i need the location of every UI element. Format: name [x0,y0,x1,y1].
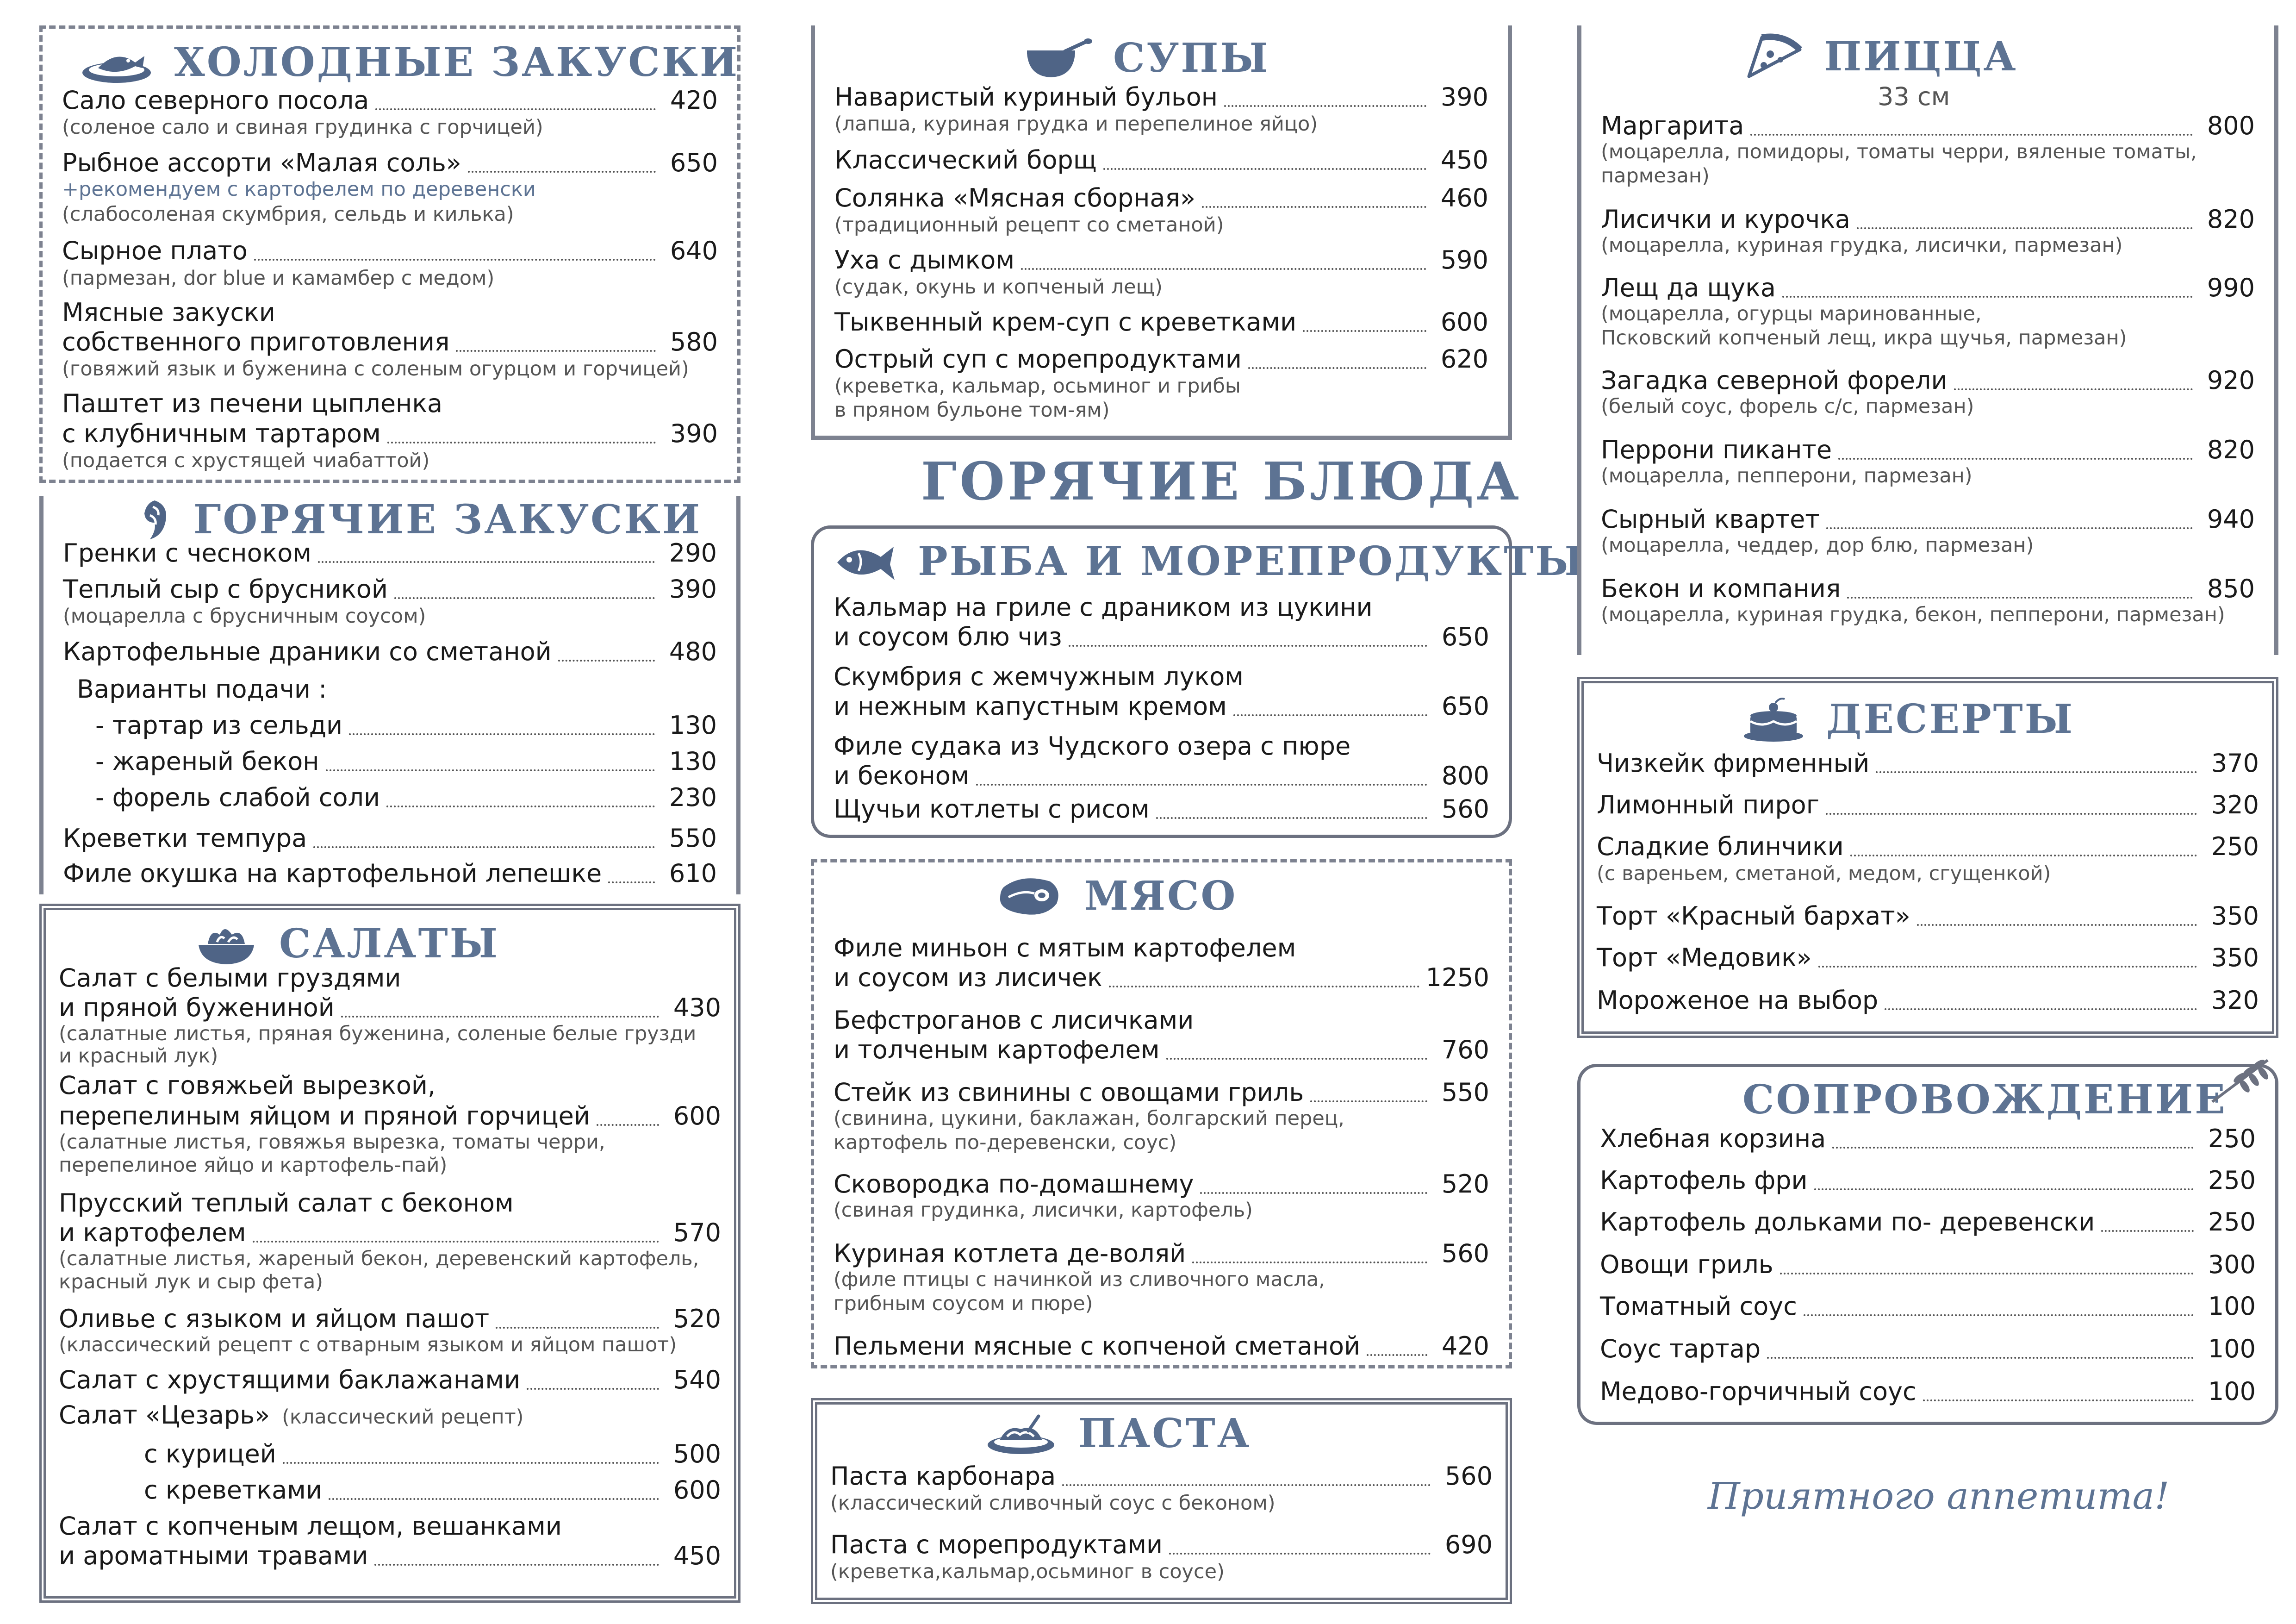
shrimp-icon [136,497,173,543]
menu-item: с креветками 600 [144,1475,721,1505]
section-title: ПАСТА [1078,1410,1251,1457]
menu-item: и соусом из лисичек 1250 [834,963,1489,992]
menu-item: Оливье с языком и яйцом пашот 520 [59,1304,721,1333]
menu-item: Паста карбонара 560 [830,1462,1493,1491]
item-description: пармезан) [1601,164,1710,187]
menu-item: Торт «Красный бархат» 350 [1597,901,2259,931]
pasta-plate-icon [984,1411,1058,1457]
item-description: (подается с хрустящей чиабаттой) [62,449,430,472]
menu-item: Лимонный пирог 320 [1597,790,2259,819]
item-description: и красный лук) [59,1044,218,1068]
menu-item: и пряной бужениной 430 [59,993,721,1022]
section-title: СОПРОВОЖДЕНИЕ [1742,1076,2227,1123]
menu-item: Теплый сыр с брусникой 390 [63,575,717,604]
section-title: ПИЦЦА [1824,33,2018,80]
item-recommendation: +рекомендуем с картофелем по деревенски [62,178,536,201]
section-salads [39,904,740,1603]
menu-item: и картофелем 570 [59,1218,721,1247]
menu-item: Сырный квартет 940 [1601,505,2255,534]
menu-item: Тыквенный крем-суп с креветками 600 [834,307,1488,337]
menu-item: собственного приготовления 580 [62,327,718,356]
menu-item-line1: Салат с говяжьей вырезкой, [59,1071,436,1100]
menu-item: Сладкие блинчики 250 [1597,832,2259,861]
menu-item-line1: Прусский теплый салат с беконом [59,1188,514,1218]
item-description: (моцарелла, помидоры, томаты черри, вяленые томаты, [1601,140,2197,163]
item-description: (моцарелла, куриная грудка, бекон, пепперони, пармезан) [1601,603,2225,626]
item-description: (свиная грудинка, лисички, картофель) [834,1199,1253,1222]
section-header [1023,35,1270,81]
menu-item: Перрони пиканте 820 [1601,435,2255,464]
section-header [80,39,739,86]
menu-item: Салат с хрустящими баклажанами 540 [59,1365,721,1394]
menu-item: Уха с дымком 590 [834,245,1488,275]
item-description: в пряном бульоне том-ям) [834,399,1110,422]
menu-item: Лещ да щука 990 [1601,273,2255,302]
menu-item: Картофель дольками по- деревенски 250 [1600,1207,2256,1237]
menu-item-line1: Филе миньон с мятым картофелем [834,933,1296,962]
section-header [995,873,1237,919]
menu-item: Загадка северной форели 920 [1601,366,2255,395]
section-title: СУПЫ [1113,35,1270,81]
item-description: (филе птицы с начинкой из сливочного масла, [834,1268,1325,1291]
menu-item: Наваристый куриный бульон 390 [834,82,1488,112]
menu-item: Чизкейк фирменный 370 [1597,749,2259,778]
menu-item: Томатный соус 100 [1600,1292,2256,1321]
menu-item: Щучьи котлеты с рисом 560 [834,794,1489,824]
item-description: (белый соус, форель с/с, пармезан) [1601,395,1974,418]
menu-item: и нежным капустным кремом 650 [834,692,1489,721]
item-description: (салатные листья, пряная буженина, соленые белые грузди [59,1022,697,1045]
section-hot-snacks [39,496,740,894]
pizza-size: 33 см [1878,82,1950,111]
item-description: (свинина, цукини, баклажан, болгарский перец, [834,1107,1344,1130]
menu-item: Мороженое на выбор 320 [1597,986,2259,1015]
menu-item: Стейк из свинины с овощами гриль 550 [834,1078,1489,1107]
salad-bowl-icon [194,921,259,967]
item-description: (традиционный рецепт со сметаной) [834,213,1224,237]
section-pasta [811,1398,1512,1604]
item-description: (классический сливочный соус с беконом) [830,1492,1276,1515]
section-title: МЯСО [1084,873,1238,919]
item-description: (салатные листья, жареный бекон, деревенский картофель, [59,1247,699,1270]
section-title: ГОРЯЧИЕ ЗАКУСКИ [193,496,702,543]
item-description: (креветка, кальмар, осьминог и грибы [834,375,1241,398]
menu-item: Куриная котлета де-воляй 560 [834,1239,1489,1268]
menu-item: и беконом 800 [834,761,1489,790]
menu-item: Филе окушка на картофельной лепешке 610 [63,859,717,888]
item-description: (лапша, куриная грудка и перепелиное яйцо) [834,112,1318,136]
section-cold-snacks [39,25,740,483]
menu-item: перепелиным яйцом и пряной горчицей 600 [59,1101,721,1131]
section-desserts [1577,677,2278,1038]
item-description: (моцарелла, куриная грудка, лисички, пармезан) [1601,234,2123,257]
item-description: (соленое сало и свиная грудинка с горчицей) [62,116,543,139]
menu-item: с клубничным тартаром 390 [62,419,718,448]
item-description: грибным соусом и пюре) [834,1292,1093,1315]
menu-item: - форель слабой соли 230 [95,783,717,812]
section-fish-seafood [811,525,1585,838]
item-description: (моцарелла, чеддер, дор блю, пармезан) [1601,534,2034,557]
hot-dishes-title: ГОРЯЧИЕ БЛЮДА [921,451,1522,512]
item-description: (судак, окунь и копченый лещ) [834,275,1163,299]
item-description: Псковский копченый лещ, икра щучья, пармезан) [1601,326,2127,350]
menu-item-line1: Бефстроганов с лисичками [834,1006,1194,1035]
menu-item: Бекон и компания 850 [1601,574,2255,603]
menu-item: Сало северного посола 420 [62,86,718,115]
item-description: (с вареньем, сметаной, медом, сгущенкой) [1597,862,2051,885]
menu-item: Картофельные драники со сметаной 480 [63,637,717,666]
menu-item: Паста с морепродуктами 690 [830,1530,1493,1559]
item-description: (моцарелла, пепперони, пармезан) [1601,464,1972,487]
item-description: (слабосоленая скумбрия, сельдь и килька) [62,203,514,226]
menu-item: Салат «Цезарь» (классический рецепт) [59,1400,524,1430]
menu-item: Сырное плато 640 [62,236,718,265]
section-title: ХОЛОДНЫЕ ЗАКУСКИ [174,39,740,86]
section-sides [1577,1064,2278,1425]
menu-item: Лисички и курочка 820 [1601,205,2255,234]
closing-message: Приятного аппетита! [1708,1474,2170,1518]
menu-item: Острый суп с морепродуктами 620 [834,344,1488,374]
item-description: (моцарелла, огурцы маринованные, [1601,302,1982,325]
menu-item: Торт «Медовик» 350 [1597,943,2259,972]
item-description: (креветка,кальмар,осьминог в соусе) [830,1560,1225,1583]
item-description: (салатные листья, говяжья вырезка, томаты черри, [59,1131,605,1154]
menu-item: Овощи гриль 300 [1600,1250,2256,1279]
menu-item-line1: Салат с белыми груздями [59,963,401,993]
wheat-icon [2208,1051,2277,1106]
menu-item: - тартар из сельди 130 [95,711,717,740]
section-header [1742,1076,2227,1123]
menu-item-line1: Филе судака из Чудского озера с пюре [834,731,1351,761]
item-description: (говяжий язык и буженина с соленым огурцом и горчицей) [62,357,689,381]
fish-plate-icon [80,39,154,86]
menu-item: с курицей 500 [144,1439,721,1468]
menu-item: Креветки темпура 550 [63,824,717,853]
menu-item: Солянка «Мясная сборная» 460 [834,183,1488,212]
menu-item: Классический борщ 450 [834,145,1488,175]
fish-icon [833,538,897,585]
pizza-slice-icon [1743,31,1804,82]
menu-item: и толченым картофелем 760 [834,1035,1489,1064]
section-meat [811,859,1512,1368]
section-header [1743,31,2018,82]
item-description: (моцарелла с брусничным соусом) [63,605,426,628]
menu-item: Пельмени мясные с копченой сметаной 420 [834,1331,1489,1361]
menu-item: Соус тартар 100 [1600,1334,2256,1363]
item-description: картофель по-деревенски, соус) [834,1131,1177,1154]
item-description: (пармезан, dor blue и камамбер с медом) [62,267,495,290]
section-header [833,538,1585,585]
menu-item: и соусом блю чиз 650 [834,622,1489,651]
section-title: РЫБА И МОРЕПРОДУКТЫ [918,538,1585,585]
menu-item: Рыбное ассорти «Малая соль» 650 [62,148,718,177]
menu-item: и ароматными травами 450 [59,1541,721,1570]
menu-item-line1: Скумбрия с жемчужным луком [834,662,1244,691]
cake-icon [1741,693,1806,744]
menu-item-line1: Паштет из печени цыпленка [62,389,443,418]
menu-item: Гренки с чесноком 290 [63,538,717,568]
section-header [136,496,702,543]
soup-bowl-icon [1023,37,1093,79]
menu-item: Хлебная корзина 250 [1600,1124,2256,1153]
menu-item-line1: Мясные закуски [62,298,275,327]
menu-item-line1: Салат с копченым лещом, вешанками [59,1512,562,1541]
section-title: САЛАТЫ [279,920,499,967]
menu-item: Сковородка по-домашнему 520 [834,1169,1489,1199]
section-header [984,1410,1251,1457]
menu-item: Картофель фри 250 [1600,1166,2256,1195]
menu-item: - жареный бекон 130 [95,747,717,776]
serving-options-label: Варианты подачи : [77,675,327,704]
item-description: (классический рецепт с отварным языком и яйцом пашот) [59,1333,677,1356]
section-title: ДЕСЕРТЫ [1826,695,2075,743]
section-header [1741,693,2074,744]
item-description: перепелиное яйцо и картофель-пай) [59,1154,448,1177]
section-pizza [1577,25,2278,655]
steak-icon [995,873,1064,919]
section-header [194,920,499,967]
section-soups [811,25,1512,440]
menu-item: Медово-горчичный соус 100 [1600,1377,2256,1406]
menu-item: Маргарита 800 [1601,111,2255,140]
item-description: красный лук и сыр фета) [59,1270,324,1293]
menu-item-line1: Кальмар на гриле с драником из цукини [834,593,1373,622]
